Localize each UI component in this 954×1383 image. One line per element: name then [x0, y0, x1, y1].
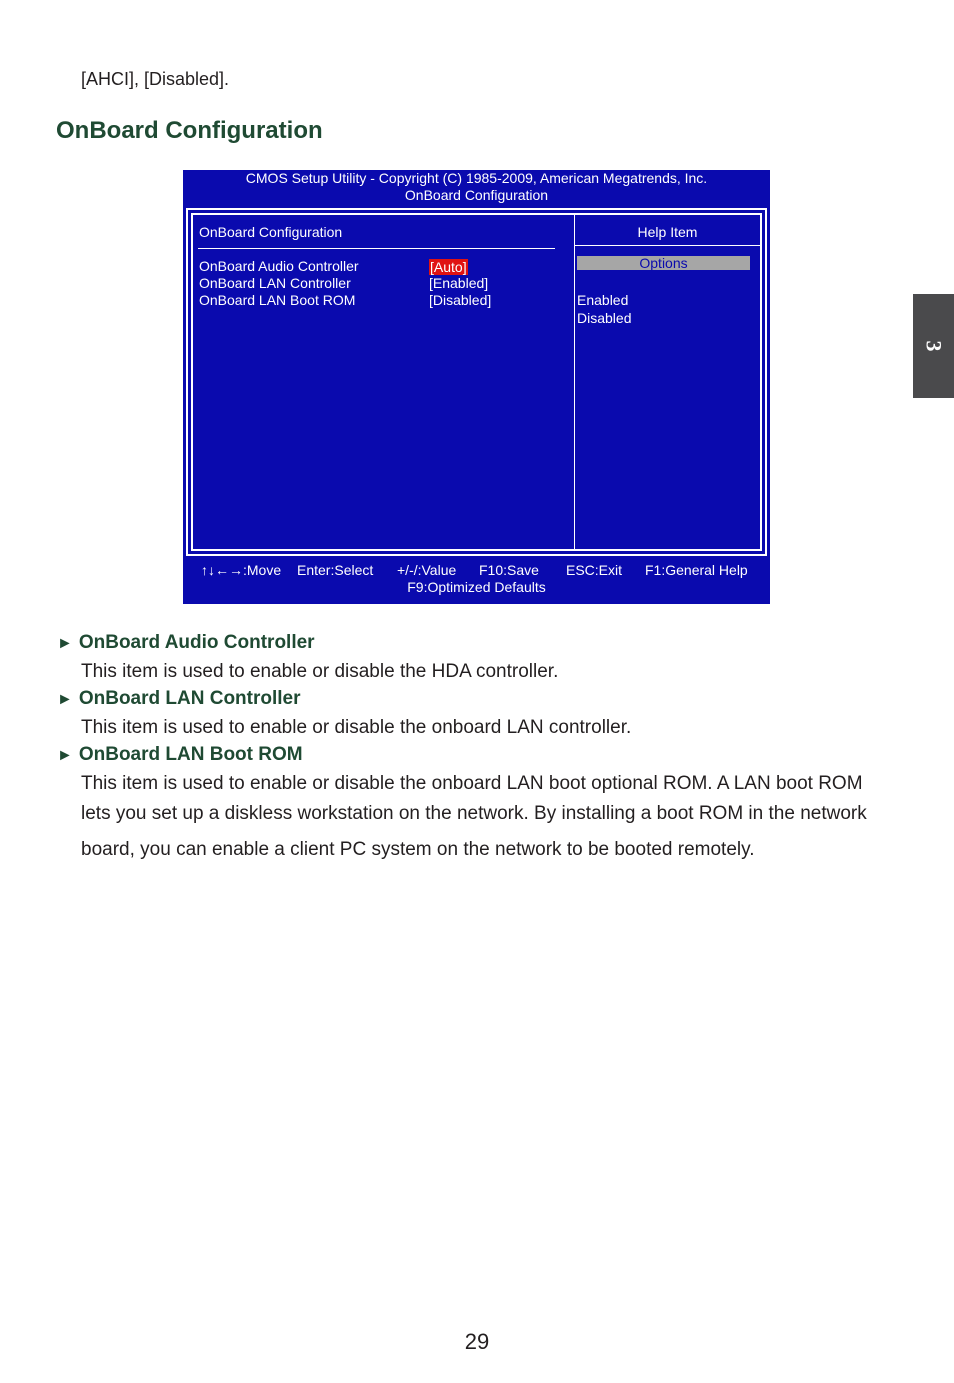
- footer-key-defaults: F9:Optimized Defaults: [407, 579, 546, 595]
- bios-header-copyright: CMOS Setup Utility - Copyright (C) 1985-2009, American Megatrends, Inc.: [245, 170, 708, 186]
- menu-value-lan-boot-rom[interactable]: [Disabled]: [429, 292, 492, 308]
- triangle-bullet-icon: ►: [57, 635, 73, 652]
- footer-key-save: F10:Save: [479, 562, 539, 578]
- footer-key-exit: ESC:Exit: [566, 562, 623, 578]
- left-title-underline: [198, 248, 555, 249]
- help-title-underline: [575, 245, 760, 246]
- bios-header-page: OnBoard Configuration: [404, 187, 549, 203]
- page-number: 29: [464, 1329, 490, 1354]
- selected-value[interactable]: [Auto]: [430, 259, 467, 275]
- chapter-tab: [913, 294, 954, 398]
- triangle-bullet-icon: ►: [57, 691, 73, 708]
- item-desc-lan-controller: This item is used to enable or disable the onboard LAN controller.: [81, 717, 632, 738]
- options-label: Options: [639, 255, 688, 271]
- item-heading-text: OnBoard LAN Controller: [78, 688, 301, 709]
- item-heading-text: OnBoard Audio Controller: [78, 632, 315, 653]
- menu-item-audio-controller[interactable]: OnBoard Audio Controller: [199, 258, 359, 274]
- menu-item-lan-boot-rom[interactable]: OnBoard LAN Boot ROM: [199, 292, 356, 308]
- menu-value-lan-controller[interactable]: [Enabled]: [429, 275, 489, 291]
- options-bar: [577, 256, 750, 270]
- bios-screen: [183, 170, 770, 604]
- section-title: OnBoard Configuration: [56, 117, 323, 144]
- item-heading-lan-controller: [57, 688, 301, 710]
- bios-inner-frame: [191, 213, 762, 551]
- intro-text: [AHCI], [Disabled].: [81, 69, 230, 89]
- panel-divider: [574, 215, 575, 549]
- chapter-tab-label: 3: [921, 340, 947, 352]
- item-heading-text: OnBoard LAN Boot ROM: [78, 744, 303, 765]
- help-item-title: Help Item: [637, 224, 698, 240]
- option-enabled[interactable]: Enabled: [577, 292, 629, 308]
- bios-outer-frame: [186, 208, 767, 556]
- menu-item-lan-controller[interactable]: OnBoard LAN Controller: [199, 275, 351, 291]
- triangle-bullet-icon: ►: [57, 747, 73, 764]
- item-heading-lan-boot-rom: [57, 744, 303, 766]
- item-heading-audio-controller: [57, 632, 315, 654]
- footer-key-select: Enter:Select: [297, 562, 374, 578]
- item-desc-lan-boot-rom-line3: board, you can enable a client PC system on the network to be booted remotely.: [81, 839, 755, 860]
- footer-key-value: +/-/:Value: [397, 562, 457, 578]
- footer-key-help: F1:General Help: [645, 562, 748, 578]
- footer-key-move: ↑↓←→:Move: [201, 562, 282, 578]
- item-desc-lan-boot-rom-line1: This item is used to enable or disable the onboard LAN boot optional ROM. A LAN boot ROM: [81, 773, 863, 794]
- item-desc-lan-boot-rom-line2: lets you set up a diskless workstation on the network. By installing a boot ROM in the network: [81, 803, 867, 824]
- menu-title: OnBoard Configuration: [199, 224, 343, 240]
- option-disabled[interactable]: Disabled: [577, 310, 632, 326]
- menu-value-audio-controller[interactable]: [429, 259, 468, 275]
- item-desc-audio-controller: This item is used to enable or disable the HDA controller.: [81, 661, 559, 682]
